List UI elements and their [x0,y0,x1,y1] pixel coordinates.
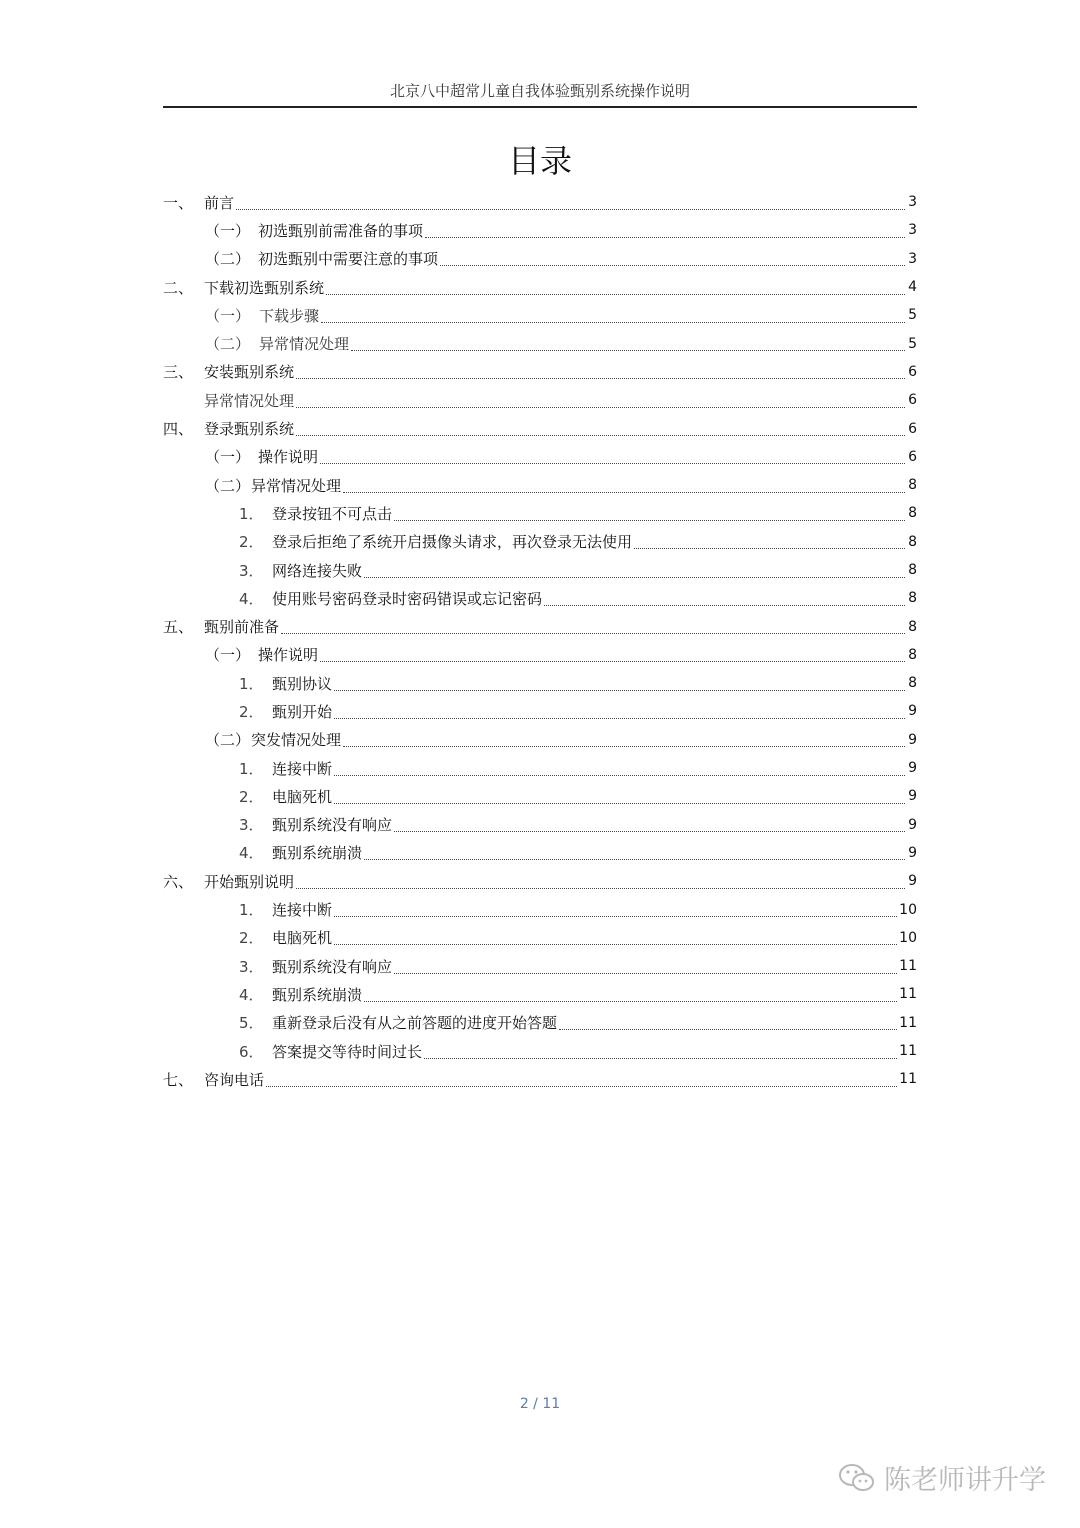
toc-entry-page: 8 [908,590,917,607]
header-divider [163,106,917,108]
toc-entry-number: （一） [205,221,251,240]
dot-leader [364,1001,897,1002]
toc-entry-page: 3 [908,222,917,239]
toc-entry[interactable] [163,839,917,867]
toc-entry-page: 9 [908,844,917,861]
toc-entry-label: 甄别系统崩溃 [272,844,363,863]
toc-entry[interactable] [163,556,917,584]
toc-entry-page: 4 [908,279,917,296]
dot-leader [351,350,905,351]
toc-entry-page: 11 [899,986,917,1003]
toc-entry[interactable] [163,188,917,216]
toc-entry-page: 10 [899,901,917,918]
toc-entry-number: 2． [239,787,264,806]
toc-entry[interactable] [163,301,917,329]
toc-entry[interactable] [163,895,917,923]
toc-entry-number: （二） [205,335,251,354]
toc-entry[interactable] [163,273,917,301]
toc-entry-number: （一） [205,448,251,467]
toc-entry[interactable] [163,612,917,640]
toc-entry-page: 8 [908,562,917,578]
dot-leader [320,463,905,464]
toc-entry-page: 11 [899,1071,917,1088]
toc-entry-number: 6． [239,1042,264,1061]
dot-leader [320,661,905,662]
toc-entry-page: 9 [908,731,917,748]
toc-entry-label: 异常情况处理 [259,335,350,354]
toc-entry-page: 11 [899,1014,917,1031]
toc-entry-number: 七、 [163,1070,194,1089]
dot-leader [334,718,905,719]
toc-entry[interactable] [163,697,917,725]
toc-entry-page: 9 [908,816,917,833]
dot-leader [296,435,905,436]
toc-entry[interactable] [163,528,917,556]
toc-entry-number: 四、 [163,420,194,439]
dot-leader [334,690,905,691]
toc-entry-page: 9 [908,788,917,805]
toc-entry-number: 1． [239,674,264,693]
toc-entry-label: 连接中断 [272,901,333,920]
dot-leader [334,916,897,917]
toc-entry[interactable] [163,641,917,669]
toc-entry-label: 登录按钮不可点击 [272,504,393,523]
dot-leader [281,633,905,634]
toc-entry-label: 网络连接失败 [272,561,363,580]
dot-leader [296,888,905,889]
toc-entry[interactable] [163,726,917,754]
toc-entry-label: 甄别系统没有响应 [272,957,393,976]
toc-entry[interactable] [163,867,917,895]
dot-leader [425,237,905,238]
toc-entry-number: 5． [239,1014,264,1033]
toc-entry-number: （二） [205,476,251,495]
toc-entry-label: 开始甄别说明 [204,872,295,891]
toc-entry-number: 4． [239,985,264,1004]
toc-entry-page: 3 [908,194,917,211]
toc-entry[interactable] [163,499,917,527]
toc-entry-label: 操作说明 [258,646,319,665]
toc-entry[interactable] [163,811,917,839]
toc-entry-page: 8 [908,505,917,522]
toc-entry[interactable] [163,245,917,273]
toc-entry-label: 突发情况处理 [251,731,342,750]
toc-entry-label: 甄别系统没有响应 [272,816,393,835]
toc-entry-page: 9 [908,760,917,777]
toc-entry-number: 六、 [163,872,194,891]
toc-entry-number: 三、 [163,363,194,382]
toc-entry-number: 2． [239,533,264,552]
toc-entry-label: 甄别协议 [272,674,333,693]
dot-leader [334,803,905,804]
toc-entry[interactable] [163,216,917,244]
watermark-text: 陈老师讲升学 [884,1465,1046,1496]
toc-entry-page: 9 [908,703,917,720]
toc-entry-label: 咨询电话 [204,1070,265,1089]
toc-entry-page: 9 [908,873,917,890]
toc-entry[interactable] [163,584,917,612]
toc-entry-number: 3． [239,561,264,580]
toc-entry-page: 6 [908,363,917,380]
dot-leader [394,831,905,832]
toc-entry[interactable] [163,1009,917,1037]
toc-entry-number: 2． [239,702,264,721]
toc-entry-number: （一） [205,646,251,665]
dot-leader [296,378,905,379]
toc-entry-label: 重新登录后没有从之前答题的进度开始答题 [272,1014,558,1033]
dot-leader [326,294,905,295]
dot-leader [544,605,905,606]
watermark [838,1458,1046,1497]
toc-title: 目录 [507,142,572,180]
toc-entry[interactable] [163,754,917,782]
toc-entry-page: 8 [908,675,917,692]
dot-leader [424,1058,897,1059]
toc-entry-label: 初选甄别中需要注意的事项 [258,250,439,269]
toc-entry-label: 异常情况处理 [251,476,342,495]
toc-entry-label: 异常情况处理 [204,391,295,410]
dot-leader [334,775,905,776]
toc-entry-number: 4． [239,589,264,608]
toc-entry-page: 6 [908,392,917,409]
dot-leader [394,973,897,974]
toc-entry-page: 5 [908,307,917,324]
toc-entry[interactable] [163,1037,917,1065]
dot-leader [364,859,905,860]
toc-entry-page: 8 [908,618,917,635]
toc-entry-page: 8 [908,646,917,663]
toc-entry[interactable] [163,1065,917,1093]
toc-entry-number: 1． [239,759,264,778]
toc-entry[interactable] [163,471,917,499]
toc-entry-page: 5 [908,335,917,352]
toc-entry-label: 登录甄别系统 [204,420,295,439]
dot-leader [343,746,905,747]
toc-entry-page: 11 [899,958,917,975]
toc-entry-number: 4． [239,844,264,863]
toc-entry-page: 6 [908,420,917,437]
toc-entry-number: （二） [205,731,251,750]
toc-entry-number: 3． [239,816,264,835]
toc-entry-label: 下载初选甄别系统 [204,278,325,297]
toc-entry-label: 电脑死机 [272,929,333,948]
toc-entry-label: 初选甄别前需准备的事项 [258,221,424,240]
toc-entry-number: 2． [239,929,264,948]
toc-entry-number: 1． [239,504,264,523]
toc-entry-number: 3． [239,957,264,976]
toc-entry-label: 登录后拒绝了系统开启摄像头请求，再次登录无法使用 [272,533,633,552]
toc-entry-label: 电脑死机 [272,787,333,806]
toc-entry[interactable] [163,443,917,471]
toc-entry-label: 安装甄别系统 [204,363,295,382]
toc-entry-number: 二、 [163,278,194,297]
toc-entry-number: （二） [205,250,251,269]
dot-leader [364,577,905,578]
toc-entry-page: 3 [908,250,917,267]
document-header-title: 北京八中超常儿童自我体验甄别系统操作说明 [389,82,690,100]
toc-entry-page: 8 [908,533,917,550]
toc-entry-page: 6 [908,448,917,465]
toc-entry-label: 甄别开始 [272,702,333,721]
dot-leader [236,209,905,210]
dot-leader [394,520,905,521]
toc-entry-page: 11 [899,1043,917,1060]
toc-entry[interactable] [163,414,917,442]
dot-leader [440,265,905,266]
dot-leader [343,492,905,493]
toc-entry-label: 使用账号密码登录时密码错误或忘记密码 [272,589,543,608]
toc-entry[interactable] [163,386,917,414]
toc-entry-number: 1． [239,901,264,920]
toc-entry-label: 甄别前准备 [204,618,280,637]
dot-leader [296,407,905,408]
dot-leader [266,1086,897,1087]
toc-entry-label: 连接中断 [272,759,333,778]
toc-entry[interactable] [163,329,917,357]
dot-leader [559,1029,897,1030]
toc-entry[interactable] [163,358,917,386]
toc-entry-page: 10 [899,929,917,946]
toc-entry-label: 答案提交等待时间过长 [272,1042,423,1061]
toc-entry-number: 一、 [163,193,194,212]
table-of-contents [163,188,917,1094]
toc-entry-number: （一） [205,306,251,325]
toc-entry-label: 甄别系统崩溃 [272,985,363,1004]
toc-entry-label: 操作说明 [258,448,319,467]
toc-entry-label: 下载步骤 [259,306,320,325]
toc-entry-number: 五、 [163,618,194,637]
page-indicator: 2 / 11 [519,1396,561,1412]
toc-entry-label: 前言 [204,193,235,212]
toc-entry[interactable] [163,980,917,1008]
toc-entry-page: 8 [908,477,917,494]
wechat-icon [838,1462,876,1494]
dot-leader [634,548,905,549]
toc-entry[interactable] [163,782,917,810]
toc-entry[interactable] [163,952,917,980]
dot-leader [321,322,905,323]
toc-entry[interactable] [163,924,917,952]
dot-leader [334,944,897,945]
toc-entry[interactable] [163,669,917,697]
